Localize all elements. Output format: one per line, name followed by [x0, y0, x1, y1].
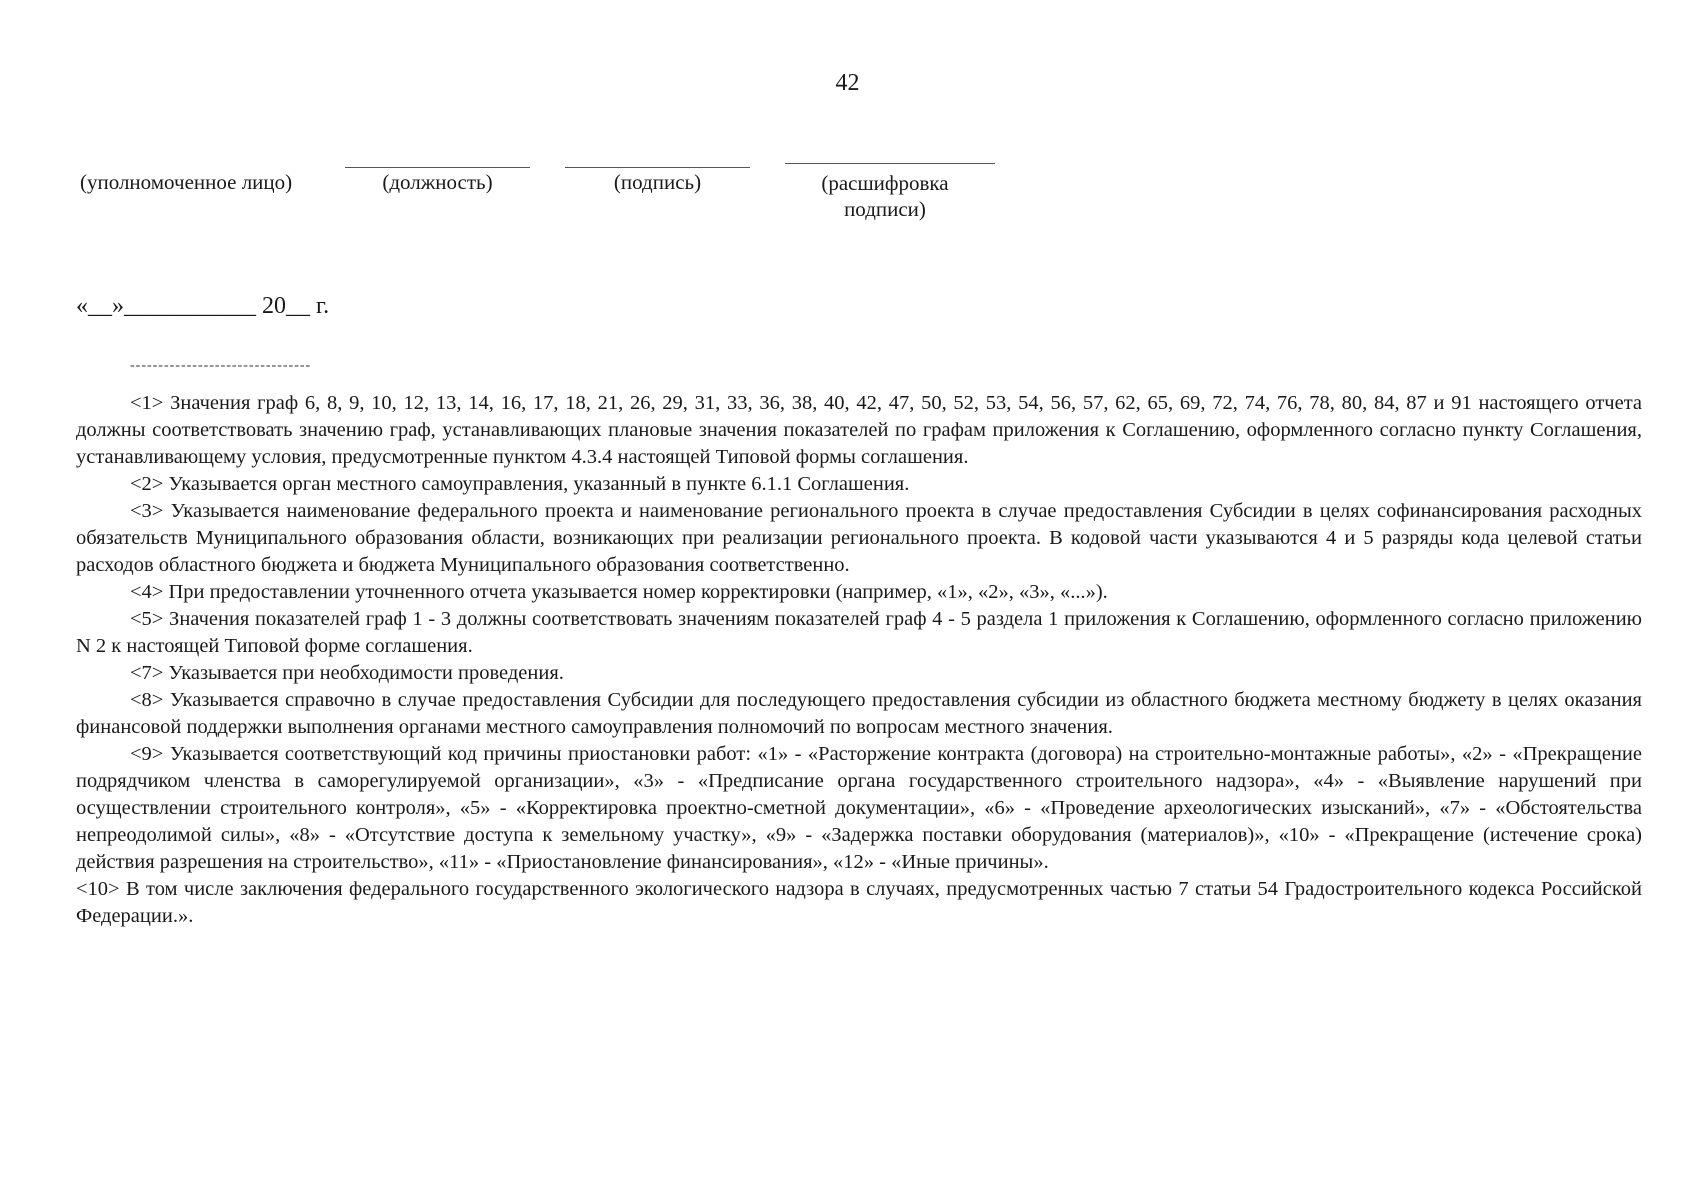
- footnotes: [76, 390, 1642, 930]
- signature-label: (подпись): [613, 170, 702, 194]
- position-line: [345, 167, 530, 168]
- footnote-1: <1> Значения граф 6, 8, 9, 10, 12, 13, 14, 16, 17, 18, 21, 26, 29, 31, 33, 36, 38, 40, 42, 47, 50, 52, 53, 54, 56, 57, 62, 65, 69, 72, 74, 76, 78, 80, 84, 87 и 91 настоящего отчета должны соответствовать значению граф, устанавливающих плановые значения показателей по графам приложения к Соглашению, оформленного согласно пункту Соглашения, устанавливающему условия, предусмотренные пунктом 4.3.4 настоящей Типовой формы соглашения.: [76, 392, 1642, 468]
- decoding-line: [785, 163, 995, 164]
- authorized-person-label: (уполномоченное лицо): [80, 170, 293, 194]
- footnote-4: <4> При предоставлении уточненного отчета указывается номер корректировки (например, «1», «2», «3», «...»).: [130, 581, 1108, 603]
- position-label: (должность): [382, 170, 493, 194]
- footnote-10: <10> В том числе заключения федерального государственного экологического надзора в случаях, предусмотренных частью 7 статьи 54 Градостроительного кодекса Российской Федерации.».: [76, 878, 1642, 927]
- footnote-5: <5> Значения показателей граф 1 - 3 должны соответствовать значениям показателей граф 4 - 5 раздела 1 приложения к Соглашению, оформленного согласно приложению N 2 к настоящей Типовой форме соглашения.: [76, 608, 1642, 657]
- page-number: 42: [835, 70, 860, 96]
- signature-line: [565, 167, 750, 168]
- date-line: «__»___________ 20__ г.: [76, 293, 330, 319]
- footnote-separator: --------------------------------: [130, 358, 312, 373]
- footnote-7: <7> Указывается при необходимости проведения.: [130, 662, 564, 684]
- decoding-label: (расшифровка подписи): [821, 171, 949, 221]
- footnote-9: <9> Указывается соответствующий код причины приостановки работ: «1» - «Расторжение контракта (договора) на строительно-монтажные работы», «2» - «Прекращение подрядчиком членства в саморегулируемой организации», «3» - «Предписание органа государственного строительного надзора», «4» - «Выявление нарушений при осуществлении строительного контроля», «5» - «Корректировка проектно-сметной документации», «6» - «Проведение археологических изысканий», «7» - «Обстоятельства непреодолимой силы», «8» - «Отсутствие доступа к земельному участку», «9» - «Задержка поставки оборудования (материалов)», «10» - «Прекращение (истечение срока) действия разрешения на строительство», «11» - «Приостановление финансирования», «12» - «Иные причины».: [76, 743, 1642, 873]
- footnote-2: <2> Указывается орган местного самоуправления, указанный в пункте 6.1.1 Соглашения.: [130, 473, 910, 495]
- footnote-3: <3> Указывается наименование федерального проекта и наименование регионального проекта в случае предоставления Субсидии в целях софинансирования расходных обязательств Муниципального образования области, возникающих при реализации регионального проекта. В кодовой части указываются 4 и 5 разряды кода целевой статьи расходов областного бюджета и бюджета Муниципального образования соответственно.: [76, 500, 1642, 576]
- footnote-8: <8> Указывается справочно в случае предоставления Субсидии для последующего предоставления субсидии из областного бюджета местному бюджету в целях оказания финансовой поддержки выполнения органами местного самоуправления полномочий по вопросам местного значения.: [76, 689, 1642, 738]
